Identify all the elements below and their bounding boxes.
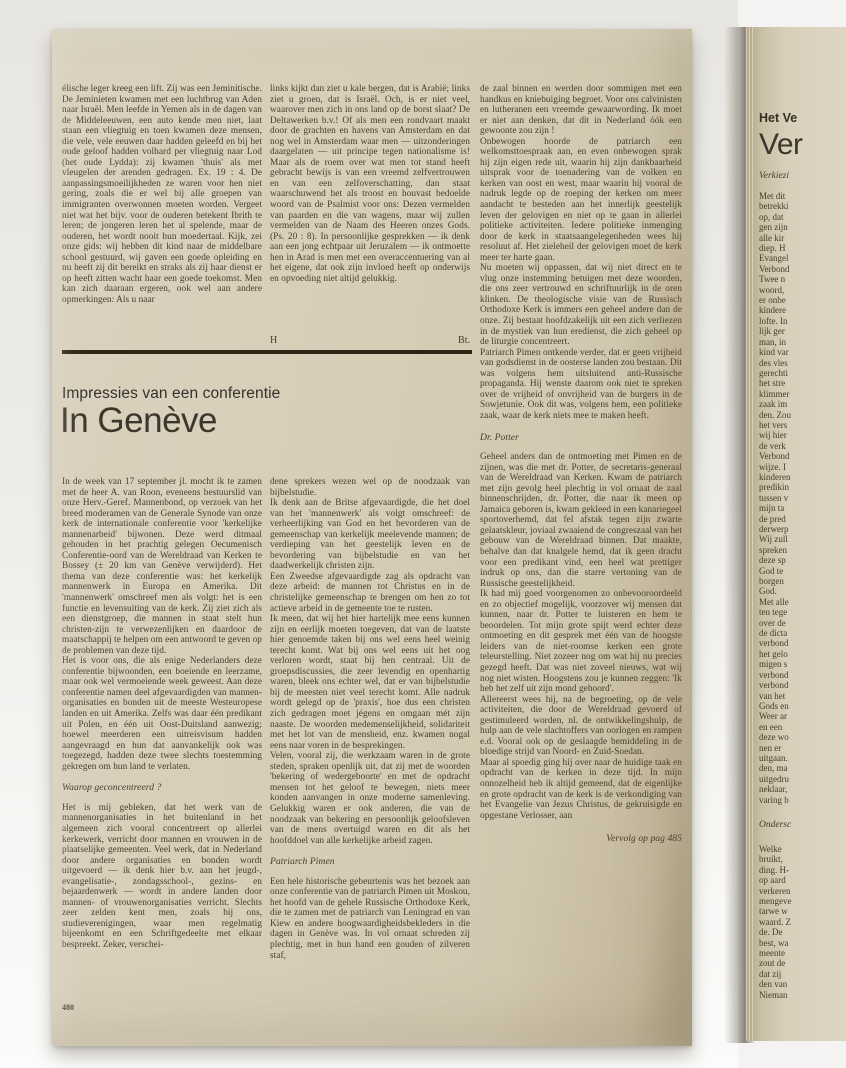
signature-right: Bt.: [458, 335, 470, 346]
signature-left: H: [270, 335, 278, 346]
paragraph: Ik denk aan de Britse afgevaardigde, die het doel van het 'mannenwerk' als volgt omschreef: de verheerlijking van God en het bevorderen van de gemeenschap van kerkelijk meelevende mannen; de verdieping van het geestelijk leven en de bevordering van bijbelstudie en van het daadwerkelijk christen zijn.: [270, 498, 470, 572]
subhead-waarop-geconcentreerd: Waarop geconcentreerd ?: [62, 782, 162, 794]
right-page-headline: Ver: [759, 128, 803, 161]
paragraph: dene sprekers wezen wel op de noodzaak van bijbelstudie.: [270, 477, 470, 498]
right-page-subhead: Ondersc: [759, 819, 792, 830]
paragraph: Nu moeten wij oppassen, dat wij niet direct en te vlug onze instemming betuigen met deze woorden, die ons zeer vertrouwd en schriftuurlijk in de oren klinken. De theologische visie van de Russisch Orthodoxe Kerk is immers een geheel andere dan de onze. Zij bestaat hoofdzakelijk uit een zich verliezen in de mystiek van hun eredienst, die zich geheel op de liturgie concentreert.: [480, 263, 682, 348]
right-page-body-1: Met dit betrekki op, dat gen zijn alle kir diep. H Evangel Verbond Twee n woord, er onbe kindere lofte. In lijk ger man, in kind var des vles gerechti het stre klimmer zaak im den. Zou het vers wij hier de verk Verbond wijze. I kinderen predikin tussen v mijn ta de pred derwerp Wij zull spreken deze sp God te borgen God. Met alle ten tege over de de dicta verbond het gelo migen s verbond verbond van het Gods en Weer ar en een deze wo nen er uitgaan. den, ma uitgedru neklaar, varing b: [759, 191, 791, 805]
paragraph: Velen, vooral zij, die werkzaam waren in de grote steden, spraken openlijk uit, dat zij met de woorden 'bekering of wedergeboorte' en met de opdracht mensen tot het geloof te bewegen, niets meer konden aanvangen in onze moderne samenleving. Gelukkig waren er ook anderen, die van de noodzaak van bekering en persoonlijk geloofsleven van de mens overtuigd waren en dit als het hoofddoel van alle kerkelijke arbeid zagen.: [270, 751, 470, 846]
right-page-subtitle: Verkiezi: [759, 171, 790, 181]
paragraph: Het is voor ons, die als enige Nederlanders deze conferentie bijwoonden, een boeiende en leerzame, maar ook wel vermoeiende week geweest. Aan deze conferentie namen deel afgevaardigden van mannen-organisaties en bonden uit de meeste Westeuropese landen en uit Amerika. Zelfs was daar één predikant uit Polen, en één uit Oost-Duitsland aanwezig; hoewel meerderen een uitreisvisum hadden aangevraagd en hun dat aanvankelijk ook was toegezegd, hadden deze twee slechts toestemming gekregen om hun land te verlaten.: [62, 656, 262, 772]
main-article-col1: [62, 477, 262, 951]
paragraph: Een hele historische gebeurtenis was het bezoek aan onze conferentie van de patriarch Pimen uit Moskou, het hoofd van de gehele Russische Orthodoxe Kerk, die te zamen met de patriarch van Leningrad en van Kiew en andere hoogwaardigheidsbekleders in die dagen in Genève was. In vol ornaat schreden zij plechtig, met in hun hand een gouden of zilveren staf,: [270, 876, 470, 961]
paragraph: de zaal binnen en werden door sommigen met een handkus en kniebuiging begroet. Voor ons calvinisten en lutheranen een vreemde gewaarwording. Ik moet er niet aan denken, dat dit in Nederland óók een gewoonte zou zijn !: [480, 84, 682, 137]
page-number: 480: [62, 1003, 74, 1012]
top-article-col1-text: élische leger kreeg een lift. Zij was een Jeminitische. De Jeminieten kwamen met een luchtbrug van Aden naar Israël. Men leefde in Yemen als in de dagen van de Middeleeuwen, een auto kende men niet, laat staan een vliegtuig en toen kwamen deze mensen, die vele, vele eeuwen daar hadden geleefd en bij het oude geloof hadden volhard per vliegtuig naar Lod (het oude Lydda): zij kwamen 'thuis' als met vleugelen der arenden gedragen. Ex. 19 : 4. De aanpassingsmoeilijkheden ze waren voor hen niet gering, zoals die er wel bij alle groepen van immigranten overwonnen moeten worden. Vergeet niet wat het bijv. voor de ouderen betekent Ibrith te leren; de jongeren leren het al spelende, maar de ouderen, het wordt nooit hun moedertaal. Kijk, zei onze gids: wij hebben dit kind naar de middelbare school gestuurd, wij gaven een goede opleiding en nu heeft zij dit bereikt en straks als zij haar dienst er op heeft zitten wacht haar een goede toekomst. Men kan zich daaraan ergeren, ook wel aan andere opmerkingen: Als u naar: [62, 84, 262, 305]
paragraph: Patriarch Pimen ontkende verder, dat er geen vrijheid van godsdienst in de oosterse landen zou bestaan. Dit was volgens hem uitsluitend anti-Russische propaganda. Hij wenste daarom ook niet te spreken over de vrijheid of onvrijheid van de burgers in de Sowjetunie. Ook dit was, volgens hem, een politieke zaak, waar de kerk niets mee te maken heeft.: [480, 347, 682, 421]
paragraph: Ik had mij goed voorgenomen zo onbevooroordeeld en zo objectief mogelijk, voorzover wij mensen dat kunnen, naar dr. Potter te luisteren en hem te beoordelen. Tot mijn grote spijt werd echter deze ontmoeting en dit gesprek met één van de hoogste leiders van de niet-roomse kerken een grote teleurstelling. Niet zozeer nog om wat hij nu precies gezegd heeft. Dat was niet zoveel nieuws, wat wij nog niet wisten. Hoogstens zou je kunnen zeggen: 'Ik heb het zelf uit zijn mond gehoord'.: [480, 589, 682, 695]
main-article-col3: [480, 84, 682, 845]
paragraph: Allereerst wees hij, na de begroeting, op de vele activiteiten, die door de Wereldraad gevoerd of gestimuleerd worden, nl. de ontwikkelingshulp, de hulp aan de vele slachtoffers van oorlogen en rampen e.d. Vooral ook op de geslaagde bemiddeling in de bloedige strijd van Noord- en Zuid-Soedan.: [480, 694, 682, 758]
continuation-note: Vervolg op pag 485: [606, 833, 682, 845]
subhead-patriarch-pimen: Patriarch Pimen: [270, 856, 335, 868]
paragraph: In de week van 17 september jl. mocht ik te zamen met de heer A. van Roon, eveneens bestuurslid van onze Herv.-Geref. Mannenbond, op verzoek van het breed moderamen van de Generale Synode van onze kerk de internationale conferentie voor 'kerkelijke mannenarbeid' bijwonen. Deze werd ditmaal gehouden in het prachtig gelegen Oecumenisch Conferentie-oord van de Wereldraad van Kerken te Bossey (± 20 km van Genève verwijderd). Het thema van deze conferentie was: het kerkelijk mannenwerk in Europa en Amerika. Dit 'mannenwerk' omschreef men als volgt: het is een functie en levensuiting van de kerk. Zij ziet zich als een dienstgroep, die mannen in staat stelt hun christen-zijn te verwezenlijken en daardoor de maatschappij te helpen om een antwoord te geven op de problemen van deze tijd.: [62, 477, 262, 656]
paragraph: Ik meen, dat wij het hier hartelijk mee eens kunnen zijn en eerlijk moeten toegeven, dat van de laatste hier genoemde taken bij ons wel eens heel weinig terecht komt. Wat bij ons wel eens uit het oog verloren wordt, staat bij hen centraal. Uit de groepsdiscussies, die zeer levendig en openhartig waren, bleek ons echter wel, dat er van bijbelstudie bij de meesten niet veel terecht komt. Alle nadruk wordt gelegd op de 'praxis', hoe dus een christen zich gedragen moet jégens en omgaan mét zijn naaste. De woorden medemenselijkheid, solidariteit met het lot van de mensheid, enz. kwamen nogal eens naar voren in de besprekingen.: [270, 614, 470, 751]
left-page: [52, 29, 692, 1046]
top-article-col2: [270, 84, 470, 284]
top-article-col2-text: links kijkt dan ziet u kale bergen, dat is Arabië; links ziet u groen, dat is Israël. Och, is er niet veel, waarover men zich in ons land op de borst slaat? De Deltawerken b.v.! Of als men een rondvaart maakt door de grachten en havens van Amsterdam en dat nog wel in Amsterdam waar men — uitzonderingen daargelaten — uit principe tegen nationalisme is! Maar als de roem over wat men tot stand heeft gebracht bewijs is van een vreemd zelfvertrouwen en van een zelfoverschatting, dan staat waarschuwend het als troost en houvast bedoelde woord van de Psalmist voor ons: Dezen vermelden van paarden en die van wagens, maar wij zullen vermelden van de Naam des Heeren onzes Gods. (Ps. 20 : 8). In persoonlijke gesprekken — ik denk aan een jong echtpaar uit Jeruzalem — ik ontmoette hen in Arad is men met een overaccentuering van al het eigene, dat ook zijn invloed heeft op onderwijs en opvoeding niet altijd gelukkig.: [270, 84, 470, 284]
top-article-col1: [62, 84, 262, 305]
right-page-content: [759, 111, 843, 1000]
paragraph: Maar al spoedig ging hij over naar de huidige taak en opdracht van de kerken in deze tijd. In mijn onnozelheid heb ik altijd gemeend, dat de eigenlijke en grote opdracht van de kerk is de verkondiging van het Evangelie van Jezus Christus, de gekruisigde en opgestane Verlosser, aan: [480, 757, 682, 821]
paragraph: Het is mij gebleken, dat het werk van de mannenorganisaties in het buitenland in het algemeen zich vooral concentreert op allerlei kerkewerk, verricht door mannen en vrouwen in de plaatselijke gemeenten. Veel werk, dat in Nederland door andere organisaties en bonden wordt uitgevoerd — ik denk hier b.v. aan het jeugd-, evangelisatie-, zondagsschool-, gezins- en bejaardenwerk — wordt in andere landen door mannen- of vrouwenorganisaties verricht. Slechts zeer zelden kent men, zoals bij ons, studieverenigingen, waar men regelmatig bijeenkomt en een Schriftgedeelte met elkaar bespreekt. Zeker, verschei-: [62, 802, 262, 950]
right-page-partial: [746, 27, 846, 1041]
article-kicker: Impressies van een conferentie: [62, 385, 281, 402]
top-article-signatures: [270, 335, 470, 346]
subhead-dr-potter: Dr. Potter: [480, 431, 519, 443]
right-page-kicker: Het Ve: [759, 111, 798, 125]
paragraph: Een Zweedse afgevaardigde zag als opdracht van deze arbeid: de mannen tot Christus en in de christelijke gemeenschap te brengen om hen zo tot actieve arbeid in de gemeente toe te rusten.: [270, 571, 470, 614]
article-headline: In Genève: [60, 401, 217, 440]
main-article-col2: [270, 477, 470, 961]
right-page-body-2: Welke bruikt, ding. H- op aard verkeren mengeve tarwe w waard. Z de. De best, wa meente zout de dat zij den van Nieman: [759, 843, 792, 1000]
article-divider-rule: [62, 350, 472, 354]
paragraph: Onbewogen hoorde de patriarch een welkomsttoespraak aan, en even onbewogen sprak hij zijn eigen rede uit, waarin hij zijn dankbaarheid uitsprak voor de toenadering van de volken en kerken van oost en west, maar waarin hij vooral de nadruk legde op de roeping der kerken om meer aandacht te besteden aan het innerlijk geestelijk leven der gelovigen en niet op te gaan in allerlei politieke activiteiten. Iedere politieke inmenging door de kerk in staatsaangelegenheden wees hij resoluut af. Het zieleheil der gelovigen moet de kerk meer ter harte gaan.: [480, 136, 682, 263]
paragraph: Geheel anders dan de ontmoeting met Pimen en de zijnen, was die met dr. Potter, de secretaris-generaal van de Wereldraad van Kerken. Kwam de patriarch met zijn gevolg heel plechtig in vol ornaat de zaal binnenschrijden, dr. Potter, die naar ik meen op Jamaica geboren is, kwam gekleed in een kanariegeel sportoverhemd, dat fel afstak tegen zijn zwarte gelaatskleur, joviaal zwaaiend de congreszaal van het gebouw van de Wereldraad binnen. Dat maakte, behalve dan dat knalgele hemd, dat ik geen dracht voor een predikant vind, een heel wat prettiger indruk op ons, dan die starre vertoning van de Russische geestelijkheid.: [480, 452, 682, 589]
